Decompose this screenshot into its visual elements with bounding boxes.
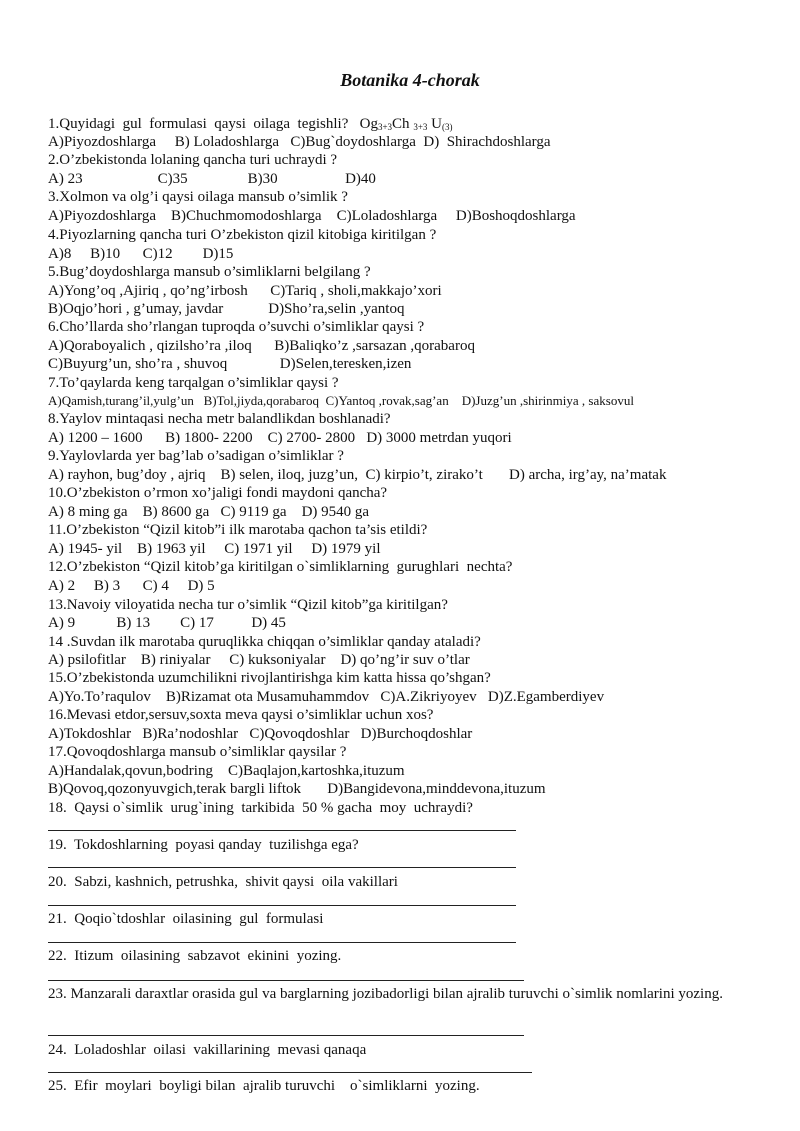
question-11: 11.O’zbekiston “Qizil kitob”i ilk marotaba qachon ta’sis etildi? [48, 522, 428, 538]
question-6: 6.Cho’llarda sho’rlangan tuproqda o’suvchi o’simliklar qaysi ? [48, 319, 425, 335]
question-8-options: A) 1200 – 1600 B) 1800- 2200 C) 2700- 2800 D) 3000 metrdan yuqori [48, 430, 512, 446]
question-10-options: A) 8 ming ga B) 8600 ga C) 9119 ga D) 9540 ga [48, 504, 370, 520]
question-6-options-2: C)Buyurg’un, sho’ra , shuvoq D)Selen,teresken,izen [48, 356, 412, 372]
question-13-options: A) 9 B) 13 C) 17 D) 45 [48, 615, 286, 631]
question-9: 9.Yaylovlarda yer bag’lab o’sadigan o’simliklar ? [48, 448, 344, 464]
answer-line-22[interactable] [48, 980, 524, 981]
question-11-options: A) 1945- yil B) 1963 yil C) 1971 yil D) 1979 yil [48, 541, 381, 557]
question-7-options: A)Qamish,turang’il,yulg’un B)Tol,jiyda,qorabaroq C)Yantoq ,rovak,sag’an D)Juzg’un ,shirinmiya , saksovul [48, 393, 634, 408]
answer-line-24[interactable] [48, 1072, 532, 1073]
question-17-options-2: B)Qovoq,qozonyuvgich,terak bargli liftok D)Bangidevona,minddevona,ituzum [48, 781, 546, 797]
question-8: 8.Yaylov mintaqasi necha metr balandlikdan boshlanadi? [48, 411, 391, 427]
question-17-options-1: A)Handalak,qovun,bodring C)Baqlajon,kartoshka,ituzum [48, 763, 405, 779]
question-15: 15.O’zbekistonda uzumchilikni rivojlantirishga kim katta hissa qo’shgan? [48, 670, 491, 686]
question-17: 17.Qovoqdoshlarga mansub o’simliklar qaysilar ? [48, 744, 347, 760]
question-4-options: A)8 B)10 C)12 D)15 [48, 246, 234, 262]
question-4: 4.Piyozlarning qancha turi O’zbekiston qizil kitobiga kiritilgan ? [48, 227, 437, 243]
question-14-options: A) psilofitlar B) riniyalar C) kuksoniyalar D) qo’ng’ir suv o’tlar [48, 652, 470, 668]
question-13: 13.Navoiy viloyatida necha tur o’simlik “Qizil kitob”ga kiritilgan? [48, 597, 448, 613]
answer-line-18[interactable] [48, 830, 516, 831]
question-7: 7.To’qaylarda keng tarqalgan o’simliklar qaysi ? [48, 375, 339, 391]
flower-formula: $Og_{3+3}Ch$ $_{3+3}$ $U_{(3)}$ [359, 116, 453, 132]
question-5-options-2: B)Oqjo’hori , g’umay, javdar D)Sho’ra,selin ,yantoq [48, 301, 405, 317]
question-1-options: A)Piyozdoshlarga B) Loladoshlarga C)Bug`doydoshlarga D) Shirachdoshlarga [48, 134, 551, 150]
question-23: 23. Manzarali daraxtlar orasida gul va barglarning jozibadorligi bilan ajralib turuvchi o`simlik nomlarini yozing. [48, 986, 723, 1002]
question-12-options: A) 2 B) 3 C) 4 D) 5 [48, 578, 215, 594]
answer-line-19[interactable] [48, 867, 516, 868]
question-20: 20. Sabzi, kashnich, petrushka, shivit qaysi oila vakillari [48, 874, 398, 890]
question-16-options: A)Tokdoshlar B)Ra’nodoshlar C)Qovoqdoshlar D)Burchoqdoshlar [48, 726, 473, 742]
question-1-text: 1.Quyidagi gul formulasi qaysi oilaga tegishli? [48, 116, 349, 132]
question-6-options-1: A)Qoraboyalich , qizilsho’ra ,iloq B)Baliqko’z ,sarsazan ,qorabaroq [48, 338, 475, 354]
question-5-options-1: A)Yong’oq ,Ajiriq , qo’ng’irbosh C)Tariq , sholi,makkajo’xori [48, 283, 442, 299]
question-3: 3.Xolmon va olg’i qaysi oilaga mansub o’simlik ? [48, 189, 348, 205]
answer-line-23[interactable] [48, 1035, 524, 1036]
answer-line-21[interactable] [48, 942, 516, 943]
question-9-options: A) rayhon, bug’doy , ajriq B) selen, iloq, juzg’un, C) kirpio’t, zirako’t D) archa, irg’ay, na’matak [48, 467, 667, 483]
question-16: 16.Mevasi etdor,sersuv,soxta meva qaysi o’simliklar uchun xos? [48, 707, 434, 723]
question-22: 22. Itizum oilasining sabzavot ekinini yozing. [48, 948, 342, 964]
question-18: 18. Qaysi o`simlik urug`ining tarkibida 50 % gacha moy uchraydi? [48, 800, 473, 816]
question-24: 24. Loladoshlar oilasi vakillarining mevasi qanaqa [48, 1042, 367, 1058]
question-12: 12.O’zbekiston “Qizil kitob’ga kiritilgan o`simliklarning gurughlari nechta? [48, 559, 513, 575]
question-2: 2.O’zbekistonda lolaning qancha turi uchraydi ? [48, 152, 338, 168]
question-2-options: A) 23 C)35 B)30 D)40 [48, 171, 376, 187]
question-14: 14 .Suvdan ilk marotaba quruqlikka chiqqan o’simliklar qanday ataladi? [48, 634, 481, 650]
question-3-options: A)Piyozdoshlarga B)Chuchmomodoshlarga C)Loladoshlarga D)Boshoqdoshlarga [48, 208, 576, 224]
question-15-options: A)Yo.To’raqulov B)Rizamat ota Musamuhammdov C)A.Zikriyoyev D)Z.Egamberdiyev [48, 689, 605, 705]
question-5: 5.Bug’doydoshlarga mansub o’simliklarni belgilang ? [48, 264, 371, 280]
question-19: 19. Tokdoshlarning poyasi qanday tuzilishga ega? [48, 837, 359, 853]
answer-line-20[interactable] [48, 905, 516, 906]
page-title: Botanika 4-chorak [340, 70, 480, 90]
question-21: 21. Qoqio`tdoshlar oilasining gul formulasi [48, 911, 324, 927]
question-10: 10.O’zbekiston o’rmon xo’jaligi fondi maydoni qancha? [48, 485, 388, 501]
question-25: 25. Efir moylari boyligi bilan ajralib turuvchi o`simliklarni yozing. [48, 1078, 480, 1094]
